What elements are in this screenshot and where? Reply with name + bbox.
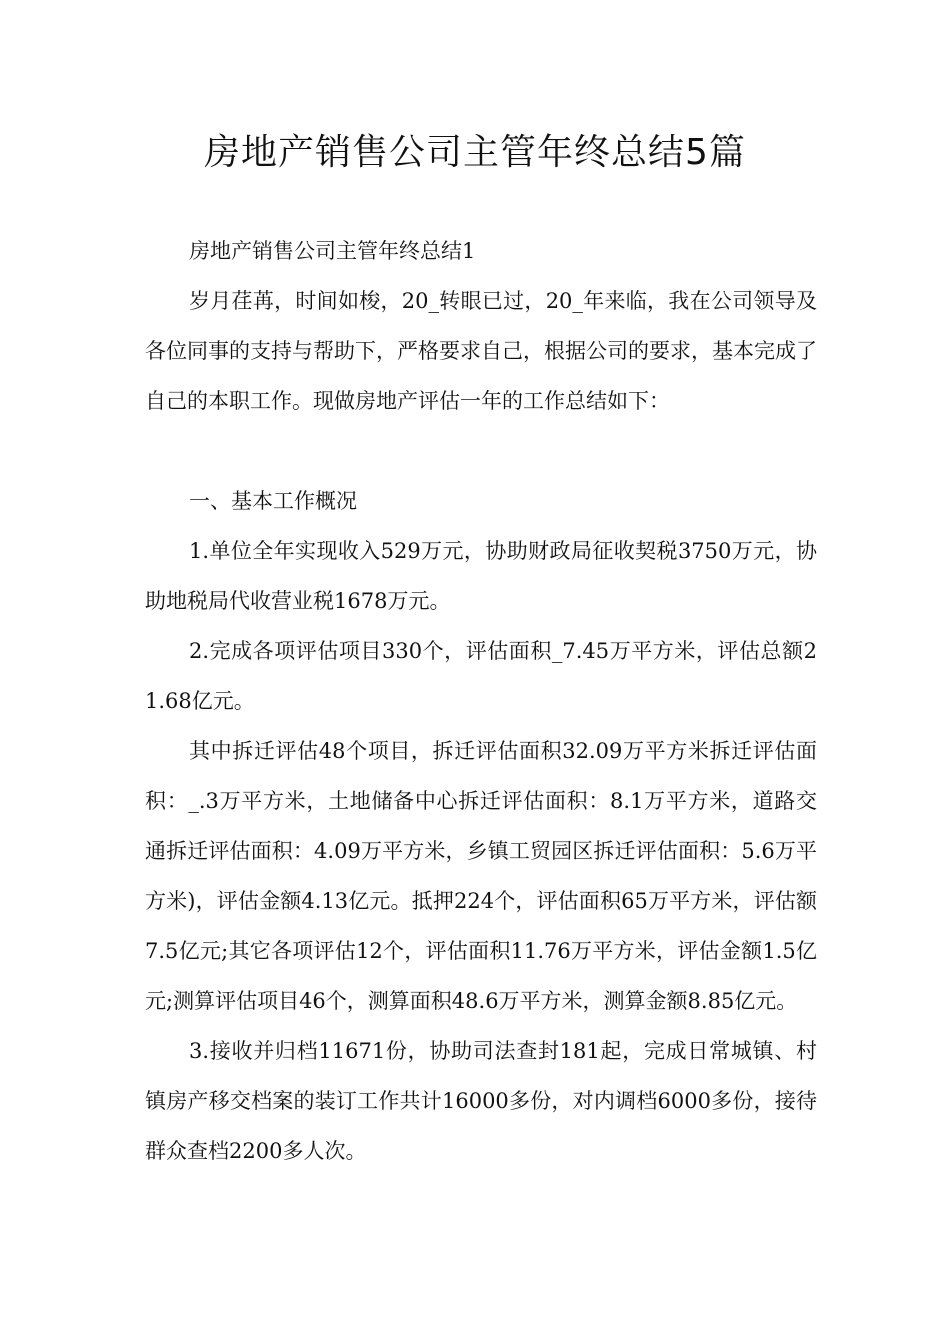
list-item-1: 1.单位全年实现收入529万元，协助财政局征收契税3750万元，协助地税局代收营业税1678万元。	[145, 539, 817, 613]
document-body	[145, 226, 817, 1176]
detail-paragraph: 其中拆迁评估48个项目，拆迁评估面积32.09万平方米拆迁评估面积：_.3万平方米，土地储备中心拆迁评估面积：8.1万平方米，道路交通拆迁评估面积：4.09万平方米，乡镇工贸园区拆迁评估面积：5.6万平方米)，评估金额4.13亿元。抵押224个，评估面积65万平方米，评估额7.5亿元;其它各项评估12个，评估面积11.76万平方米，评估金额1.5亿元;测算评估项目46个，测算面积48.6万平方米，测算金额8.85亿元。	[145, 739, 817, 1013]
document-title: 房地产销售公司主管年终总结5篇	[204, 132, 746, 173]
subsection-heading: 一、基本工作概况	[189, 489, 357, 513]
list-item-3: 3.接收并归档11671份，协助司法查封181起，完成日常城镇、村镇房产移交档案的装订工作共计16000多份，对内调档6000多份，接待群众查档2200多人次。	[145, 1039, 817, 1163]
section-heading: 房地产销售公司主管年终总结1	[189, 239, 476, 263]
intro-paragraph: 岁月荏苒，时间如梭，20_转眼已过，20_年来临，我在公司领导及各位同事的支持与帮助下，严格要求自己，根据公司的要求，基本完成了自己的本职工作。现做房地产评估一年的工作总结如下：	[145, 289, 817, 413]
list-item-2: 2.完成各项评估项目330个，评估面积_7.45万平方米，评估总额21.68亿元。	[145, 639, 817, 713]
